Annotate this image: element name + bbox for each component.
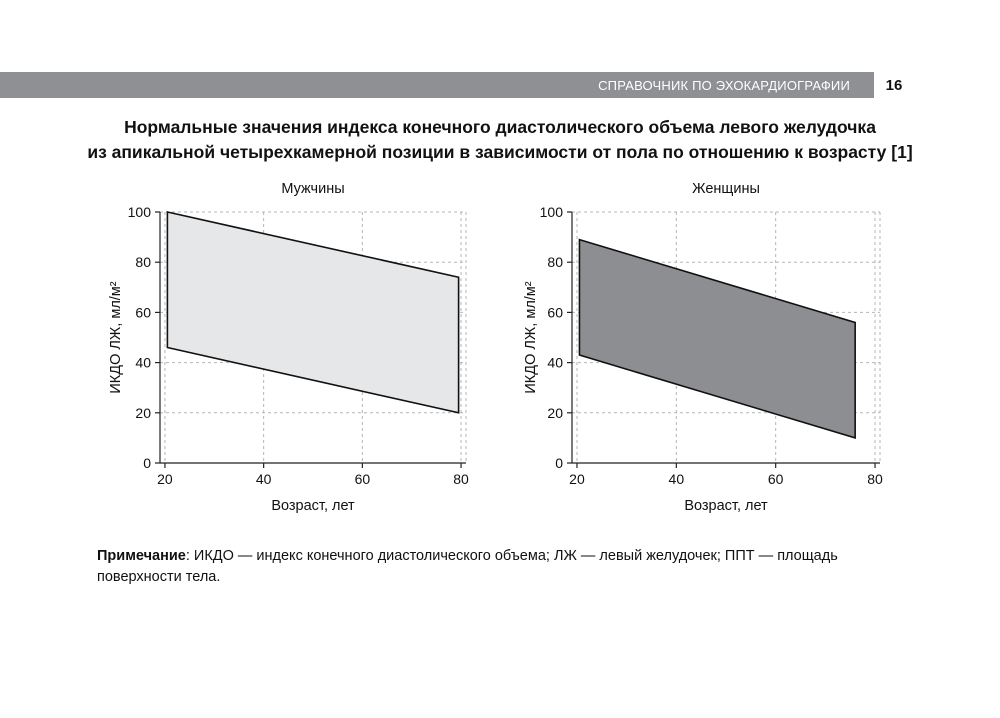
y-tick-label-20: 20 bbox=[135, 404, 151, 421]
y-tick-label-0: 0 bbox=[143, 455, 151, 471]
footnote-label: Примечание bbox=[97, 548, 186, 564]
x-axis-label: Возраст, лет bbox=[684, 498, 768, 514]
y-tick-label-80: 80 bbox=[135, 254, 151, 271]
x-tick-label-60: 60 bbox=[354, 471, 371, 487]
chart-women bbox=[523, 181, 883, 514]
y-tick-label-20: 20 bbox=[547, 404, 563, 421]
y-axis-label: ИКДО ЛЖ, мл/м² bbox=[108, 281, 124, 394]
x-axis-label: Возраст, лет bbox=[271, 498, 355, 514]
x-tick-label-80: 80 bbox=[867, 471, 883, 487]
x-tick-label-80: 80 bbox=[453, 471, 469, 487]
page-number: 16 bbox=[885, 76, 903, 94]
footnote bbox=[97, 546, 917, 588]
x-tick-label-40: 40 bbox=[668, 471, 685, 487]
y-tick-label-40: 40 bbox=[547, 354, 563, 371]
normal-range-band bbox=[167, 212, 458, 413]
x-tick-label-20: 20 bbox=[157, 471, 173, 487]
chart-title: Женщины bbox=[692, 181, 760, 197]
chart-title: Мужчины bbox=[281, 181, 345, 197]
figure-title-line-2: из апикальной четырехкамерной позиции в зависимости от пола по отношению к возрасту [1] bbox=[87, 142, 913, 162]
y-tick-label-80: 80 bbox=[547, 254, 563, 271]
y-tick-label-100: 100 bbox=[127, 204, 151, 220]
x-tick-label-60: 60 bbox=[767, 471, 784, 487]
y-tick-label-60: 60 bbox=[547, 304, 563, 321]
x-tick-label-40: 40 bbox=[255, 471, 272, 487]
y-tick-label-60: 60 bbox=[135, 304, 151, 321]
normal-range-band bbox=[579, 240, 855, 438]
y-axis-label: ИКДО ЛЖ, мл/м² bbox=[523, 281, 539, 394]
figure-title-line-1: Нормальные значения индекса конечного диастолического объема левого желудочка bbox=[124, 117, 876, 137]
x-tick-label-20: 20 bbox=[569, 471, 585, 487]
y-tick-label-0: 0 bbox=[555, 455, 563, 471]
running-title: СПРАВОЧНИК ПО ЭХОКАРДИОГРАФИИ bbox=[598, 77, 850, 93]
chart-men bbox=[108, 181, 469, 514]
footnote-text: : ИКДО — индекс конечного диастолического объема; ЛЖ — левый желудочек; ППТ — площадь поверхности тела. bbox=[97, 548, 838, 585]
y-tick-label-40: 40 bbox=[135, 354, 151, 371]
y-tick-label-100: 100 bbox=[539, 204, 563, 220]
